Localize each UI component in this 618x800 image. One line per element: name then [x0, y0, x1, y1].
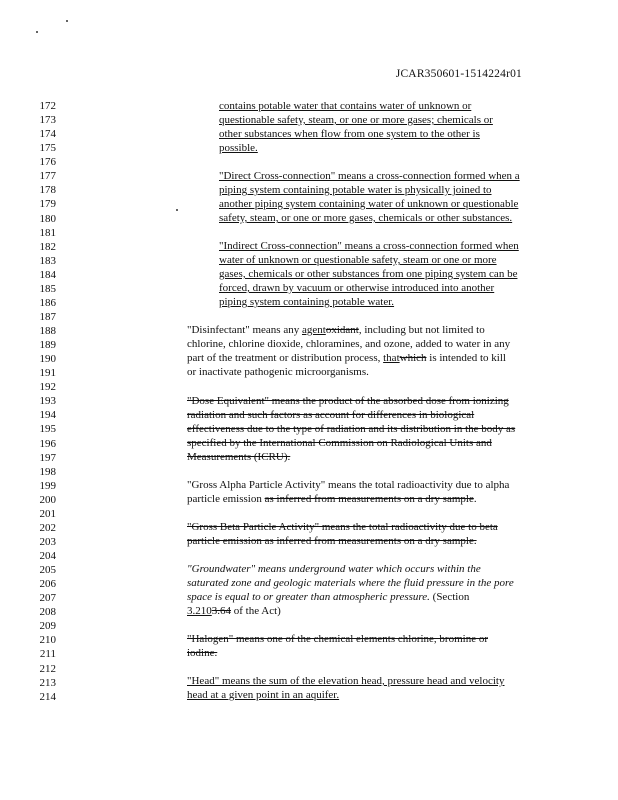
body-line-202: "Gross Beta Particle Activity" means the total radioactivity due to beta: [187, 521, 498, 533]
line-number: 189: [39, 339, 56, 352]
scan-speck: [36, 31, 38, 33]
line-number: 199: [39, 479, 56, 492]
body-line-197: Measurements (ICRU).: [187, 451, 291, 463]
line-number: 207: [39, 592, 56, 605]
body-line-206: saturated zone and geologic materials where the fluid pressure in the pore: [187, 577, 514, 589]
line-number: 172: [39, 100, 56, 112]
line-number: 214: [39, 690, 56, 703]
line-number: 202: [39, 521, 56, 534]
body-line-208: 3.2103.64 of the Act): [187, 605, 281, 617]
body-line-194: radiation and such factors as account for differences in biological: [187, 409, 475, 421]
line-number: 180: [39, 212, 56, 225]
line-number: 194: [39, 409, 56, 422]
body-line-182: "Indirect Cross-connection" means a cross-connection formed when: [219, 240, 519, 252]
body-line-183: water of unknown or questionable safety, steam or one or more: [219, 254, 497, 266]
line-number: 203: [39, 535, 56, 548]
scan-speck: [176, 209, 178, 211]
body-line-186: piping system containing potable water.: [219, 296, 395, 308]
line-number: 184: [39, 268, 56, 281]
line-number: 181: [39, 226, 56, 239]
line-number: 178: [39, 184, 56, 197]
body-line-189: chlorine, chlorine dioxide, chloramines, and ozone, added to water in any: [187, 338, 511, 350]
body-line-195: effectiveness due to the type of radiation and its distribution in the body as: [187, 423, 516, 435]
body-line-185: forced, drawn by vacuum or otherwise introduced into another: [219, 282, 495, 294]
line-number: 204: [39, 550, 56, 562]
line-number: 209: [39, 620, 56, 633]
line-number: 185: [39, 282, 56, 295]
document-code: JCAR350601-1514224r01: [395, 68, 522, 80]
line-number: 187: [39, 310, 56, 323]
line-number: 212: [39, 662, 56, 675]
body-line-205: "Groundwater" means underground water which occurs within the: [187, 563, 481, 575]
line-number: 182: [39, 240, 56, 253]
line-number: 188: [39, 325, 56, 337]
body-line-178: piping system containing potable water is physically joined to: [219, 184, 492, 196]
line-number: 186: [39, 296, 56, 309]
line-number: 177: [39, 170, 56, 183]
line-number: 201: [39, 507, 56, 520]
scan-speck: [66, 20, 68, 22]
body-line-210: "Halogen" means one of the chemical elements chlorine, bromine or: [187, 633, 488, 645]
line-number: 191: [39, 367, 56, 380]
line-number: 211: [39, 648, 56, 661]
line-number: 208: [39, 606, 56, 619]
line-number: 179: [39, 198, 56, 211]
body-line-199: "Gross Alpha Particle Activity" means the total radioactivity due to alpha: [187, 479, 510, 491]
body-line-180: safety, steam, or one or more gases, chemicals or other substances.: [219, 212, 513, 224]
line-number: 176: [39, 156, 56, 169]
line-number-column: [20, 99, 56, 704]
body-line-172: contains potable water that contains water of unknown or: [219, 100, 472, 112]
line-number: 175: [39, 142, 56, 155]
body-line-207: space is equal to or greater than atmospheric pressure. (Section: [187, 591, 470, 603]
line-number: 183: [39, 254, 56, 267]
line-number: 206: [39, 578, 56, 591]
body-line-184: gases, chemicals or other substances from one piping system can be: [219, 268, 518, 280]
body-line-193: "Dose Equivalent" means the product of the absorbed dose from ionizing: [187, 395, 509, 407]
line-number: 174: [39, 128, 56, 141]
body-line-191: or inactivate pathogenic microorganisms.: [187, 366, 369, 378]
line-number: 210: [39, 634, 56, 647]
body-line-179: another piping system containing water of unknown or questionable: [219, 198, 519, 210]
line-number: 196: [39, 437, 56, 450]
body-line-173: questionable safety, steam, or one or more gases; chemicals or: [219, 114, 493, 126]
body-line-200: particle emission as inferred from measurements on a dry sample.: [187, 493, 477, 505]
body-line-203: particle emission as inferred from measurements on a dry sample.: [187, 535, 477, 547]
body-line-211: iodine.: [187, 647, 218, 659]
body-line-177: "Direct Cross-connection" means a cross-connection formed when a: [219, 170, 520, 182]
line-number: 173: [39, 114, 56, 127]
line-number: 190: [39, 353, 56, 366]
body-line-190: part of the treatment or distribution process, thatwhich is intended to kill: [187, 352, 506, 364]
line-number: 195: [39, 423, 56, 436]
line-number: 213: [39, 676, 56, 689]
body-line-188: "Disinfectant" means any agentoxidant, including but not limited to: [187, 324, 485, 336]
body-line-175: possible.: [219, 142, 258, 154]
body-line-174: other substances when flow from one system to the other is: [219, 128, 480, 140]
line-number: 205: [39, 564, 56, 577]
line-number: 200: [39, 493, 56, 506]
line-number: 193: [39, 395, 56, 408]
body-line-213: "Head" means the sum of the elevation head, pressure head and velocity: [187, 675, 505, 687]
line-number: 198: [39, 465, 56, 478]
line-number: 192: [39, 381, 56, 394]
body-line-196: specified by the International Commission on Radiological Units and: [187, 437, 492, 449]
line-number: 197: [39, 451, 56, 464]
body-line-214: head at a given point in an aquifer.: [187, 689, 340, 701]
